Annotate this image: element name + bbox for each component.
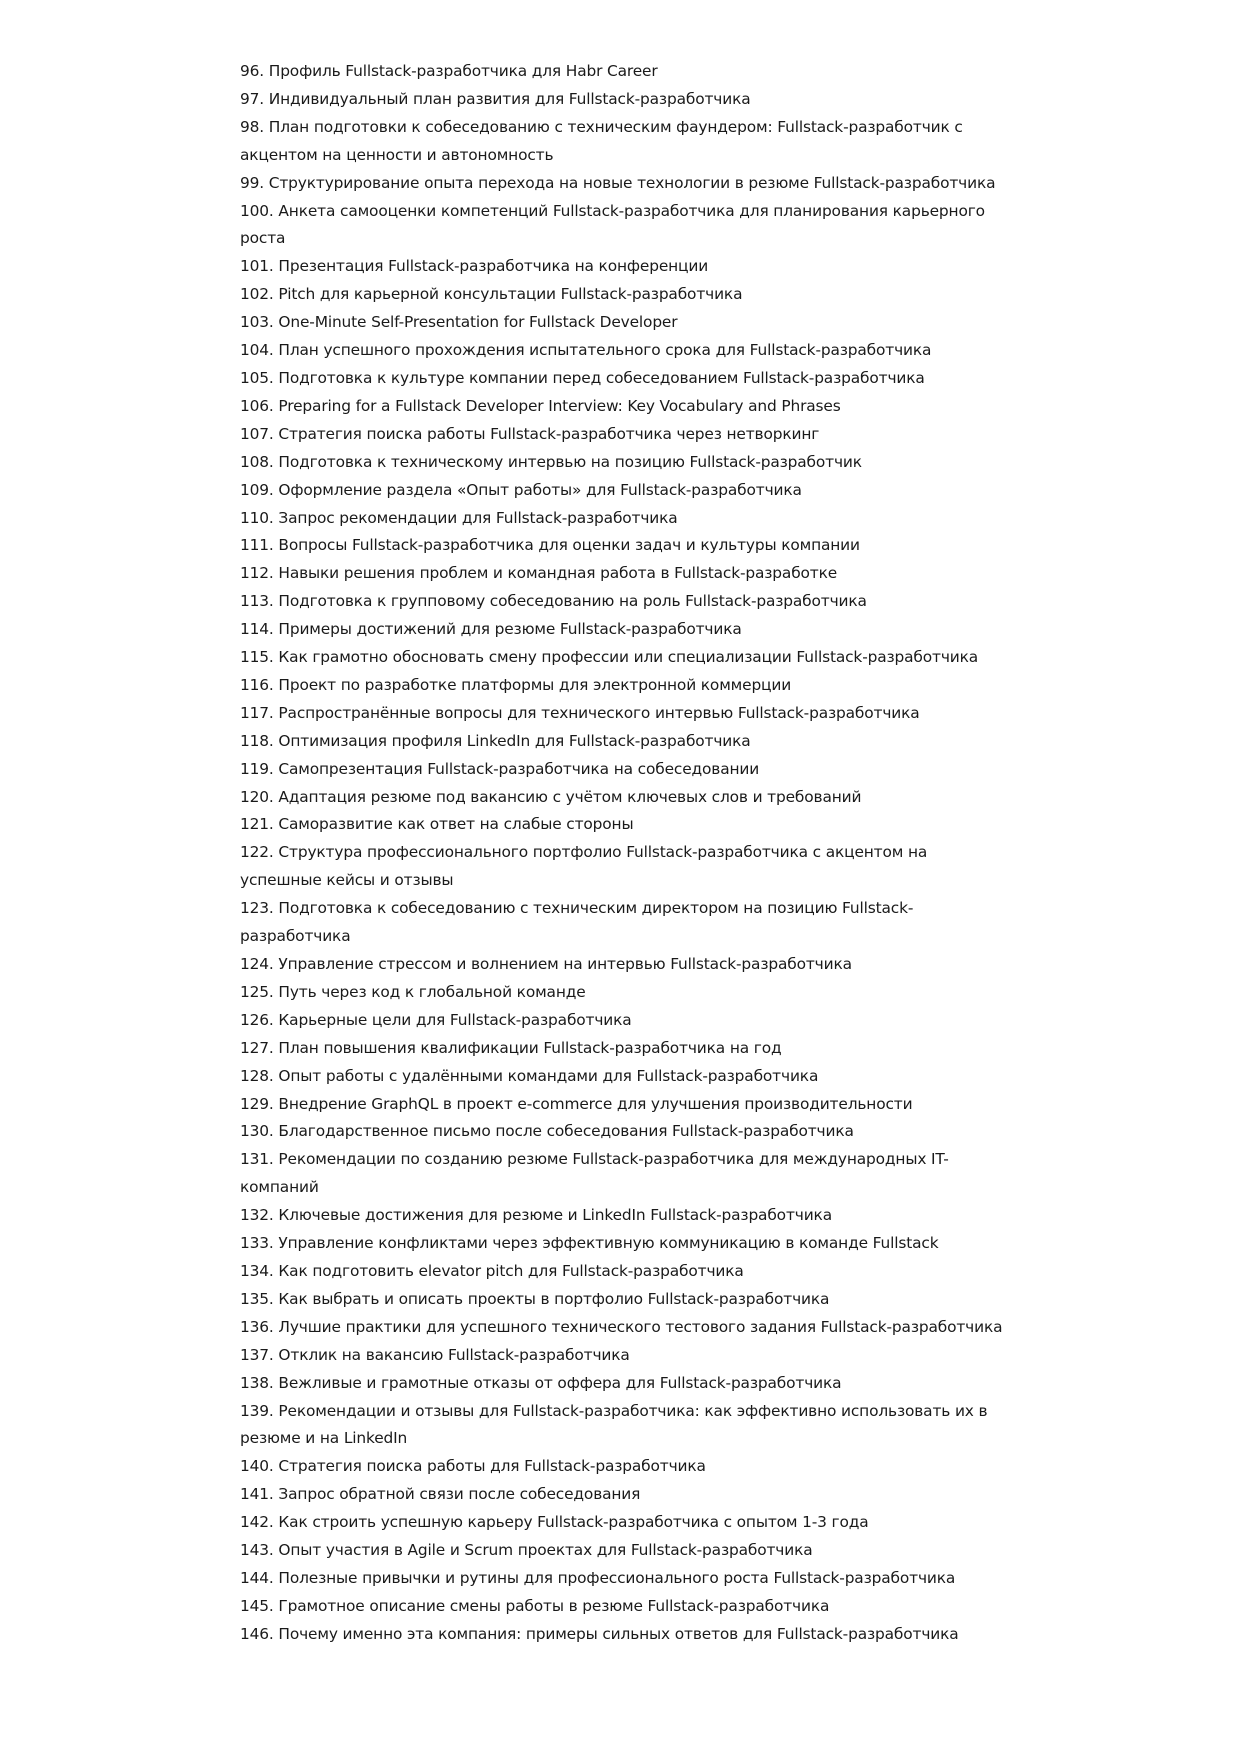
list-item: 107. Стратегия поиска работы Fullstack-разработчика через нетворкинг (240, 424, 820, 443)
list-item: 101. Презентация Fullstack-разработчика на конференции (240, 257, 709, 276)
list-item: 141. Запрос обратной связи после собеседования (240, 1485, 641, 1504)
list-item: 106. Preparing for a Fullstack Developer Interview: Key Vocabulary and Phrases (240, 396, 841, 415)
list-item: 112. Навыки решения проблем и командная работа в Fullstack-разработке (240, 564, 838, 583)
list-item: 139. Рекомендации и отзывы для Fullstack-разработчика: как эффективно использовать их в резюме и на LinkedIn (240, 1401, 988, 1448)
list-item: 121. Саморазвитие как ответ на слабые стороны (240, 815, 634, 834)
list-item: 133. Управление конфликтами через эффективную коммуникацию в команде Fullstack (240, 1234, 939, 1253)
list-item: 144. Полезные привычки и рутины для профессионального роста Fullstack-разработчика (240, 1568, 956, 1587)
list-item: 103. One-Minute Self-Presentation for Fullstack Developer (240, 313, 678, 332)
list-item: 111. Вопросы Fullstack-разработчика для оценки задач и культуры компании (240, 536, 860, 555)
list-item: 124. Управление стрессом и волнением на интервью Fullstack-разработчика (240, 955, 852, 973)
list-item: 98. План подготовки к собеседованию с техническим фаундером: Fullstack-разработчик с акцентом на ценности и автономность (240, 117, 963, 164)
list-item: 109. Оформление раздела «Опыт работы» для Fullstack-разработчика (240, 480, 802, 499)
list-item: 105. Подготовка к культуре компании перед собеседованием Fullstack-разработчика (240, 368, 925, 387)
list-item: 136. Лучшие практики для успешного технического тестового задания Fullstack-разработчика (240, 1317, 1003, 1336)
list-item: 146. Почему именно эта компания: примеры сильных ответов для Fullstack-разработчика (240, 1624, 959, 1643)
list-item: 102. Pitch для карьерной консультации Fullstack-разработчика (240, 285, 743, 304)
list-item: 127. План повышения квалификации Fullstack-разработчика на год (240, 1038, 782, 1057)
list-item: 138. Вежливые и грамотные отказы от оффера для Fullstack-разработчика (240, 1373, 842, 1392)
document-page (240, 58, 1010, 1649)
topic-list (240, 58, 1010, 1649)
list-item: 110. Запрос рекомендации для Fullstack-разработчика (240, 508, 678, 527)
list-item: 135. Как выбрать и описать проекты в портфолио Fullstack-разработчика (240, 1289, 830, 1308)
list-item: 117. Распространённые вопросы для технического интервью Fullstack-разработчика (240, 703, 920, 722)
list-item: 130. Благодарственное письмо после собеседования Fullstack-разработчика (240, 1122, 854, 1141)
list-item: 108. Подготовка к техническому интервью на позицию Fullstack-разработчик (240, 452, 862, 471)
list-item: 129. Внедрение GraphQL в проект e-commerce для улучшения производительности (240, 1094, 913, 1113)
list-item: 145. Грамотное описание смены работы в резюме Fullstack-разработчика (240, 1596, 830, 1615)
list-item: 137. Отклик на вакансию Fullstack-разработчика (240, 1345, 630, 1364)
list-item: 100. Анкета самооценки компетенций Fullstack-разработчика для планирования карьерного роста (240, 201, 985, 248)
list-item: 125. Путь через код к глобальной команде (240, 982, 586, 1001)
list-item: 113. Подготовка к групповому собеседованию на роль Fullstack-разработчика (240, 592, 867, 611)
list-item: 122. Структура профессионального портфолио Fullstack-разработчика с акцентом на успешные кейсы и отзывы (240, 843, 928, 890)
list-item: 134. Как подготовить elevator pitch для Fullstack-разработчика (240, 1261, 744, 1280)
list-item: 96. Профиль Fullstack-разработчика для Habr Career (240, 62, 658, 80)
list-item: 142. Как строить успешную карьеру Fullstack-разработчика с опытом 1-3 года (240, 1513, 869, 1532)
list-item: 132. Ключевые достижения для резюме и LinkedIn Fullstack-разработчика (240, 1206, 832, 1225)
list-item: 123. Подготовка к собеседованию с техническим директором на позицию Fullstack- разработчика (240, 899, 914, 946)
list-item: 104. План успешного прохождения испытательного срока для Fullstack-разработчика (240, 341, 932, 360)
list-item: 114. Примеры достижений для резюме Fullstack-разработчика (240, 620, 742, 639)
list-item: 126. Карьерные цели для Fullstack-разработчика (240, 1010, 632, 1029)
list-item: 120. Адаптация резюме под вакансию с учётом ключевых слов и требований (240, 787, 862, 806)
list-item: 119. Самопрезентация Fullstack-разработчика на собеседовании (240, 759, 760, 778)
list-item: 140. Стратегия поиска работы для Fullstack-разработчика (240, 1457, 706, 1476)
list-item: 99. Структурирование опыта перехода на новые технологии в резюме Fullstack-разработчика (240, 173, 996, 192)
list-item: 115. Как грамотно обосновать смену профессии или специализации Fullstack-разработчика (240, 648, 979, 667)
list-item: 143. Опыт участия в Agile и Scrum проектах для Fullstack-разработчика (240, 1541, 813, 1560)
list-item: 128. Опыт работы с удалёнными командами для Fullstack-разработчика (240, 1066, 819, 1085)
list-item: 116. Проект по разработке платформы для электронной коммерции (240, 675, 792, 694)
list-item: 118. Оптимизация профиля LinkedIn для Fullstack-разработчика (240, 731, 751, 750)
list-item: 131. Рекомендации по созданию резюме Fullstack-разработчика для международных IT- компаний (240, 1150, 949, 1197)
list-item: 97. Индивидуальный план развития для Fullstack-разработчика (240, 89, 751, 108)
